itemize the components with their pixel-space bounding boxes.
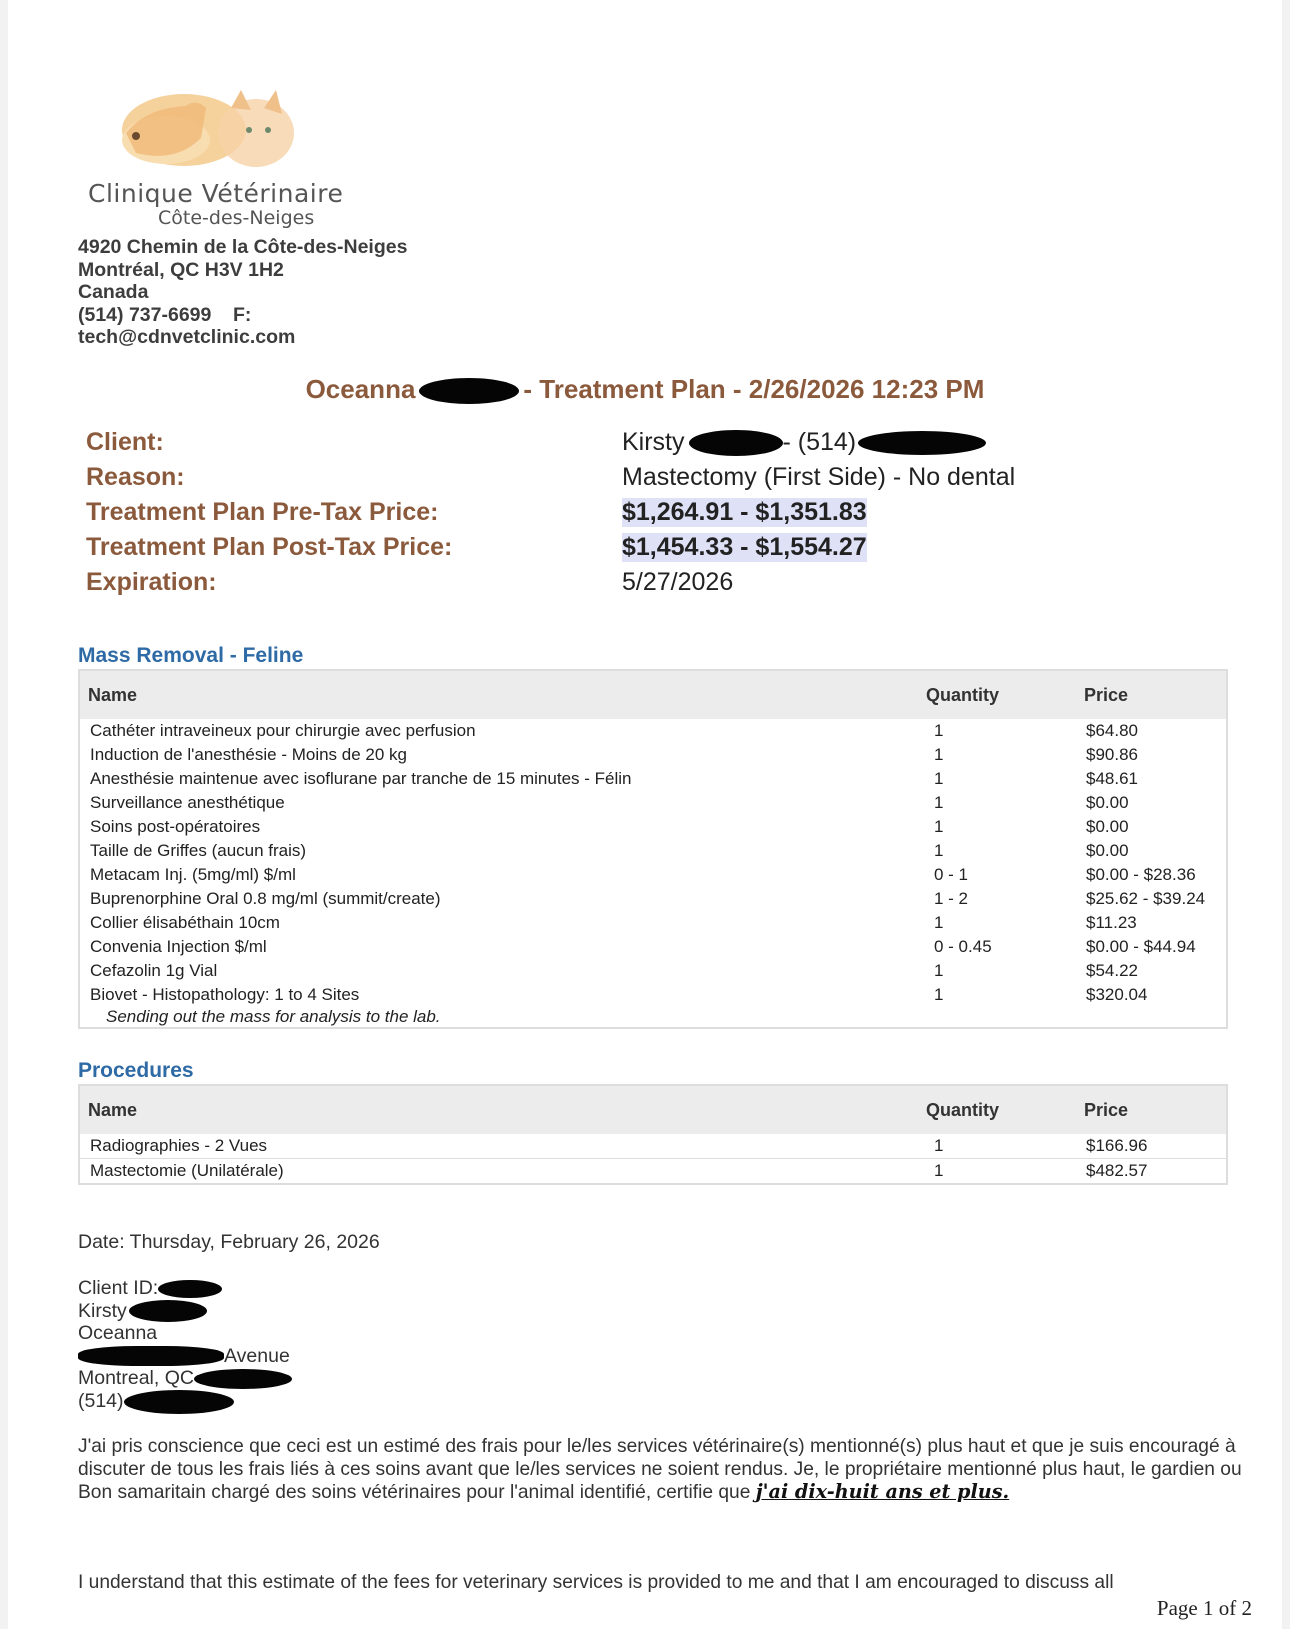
item-name: Collier élisabéthain 10cm	[90, 913, 280, 932]
item-name: Radiographies - 2 Vues	[79, 1134, 918, 1159]
client-id	[78, 1277, 292, 1300]
item-price: $320.04	[1086, 985, 1148, 1004]
item-name: Convenia Injection $/ml	[90, 937, 267, 956]
item-name: Buprenorphine Oral 0.8 mg/ml (summit/create)	[90, 889, 441, 908]
item-price: $11.23	[1086, 913, 1137, 932]
clinic-address	[78, 236, 407, 349]
redaction-mark	[78, 1346, 224, 1366]
info-value	[622, 428, 986, 457]
item-name: Taille de Griffes (aucun frais)	[90, 841, 307, 860]
consent-text-fr	[78, 1436, 1258, 1505]
client-street	[78, 1345, 292, 1368]
item-quantity: 1	[934, 721, 944, 740]
address-line: Canada	[78, 281, 149, 304]
address-line: Montréal, QC H3V 1H2	[78, 258, 284, 281]
item-price: $48.61	[1086, 769, 1138, 788]
redaction-mark	[124, 1390, 234, 1414]
item-name: Anesthésie maintenue avec isoflurane par tranche de 15 minutes - Félin	[90, 769, 632, 788]
table-row	[79, 839, 1227, 863]
document-page	[8, 0, 1282, 1629]
item-price: $54.22	[1086, 961, 1138, 980]
table-row	[79, 719, 1227, 743]
mass-removal-rows	[79, 719, 1227, 1028]
redaction-mark	[858, 431, 986, 455]
client-patient: Oceanna	[78, 1322, 158, 1344]
client-city	[78, 1367, 292, 1390]
procedures-table	[78, 1084, 1228, 1185]
estimate-date: Date: Thursday, February 26, 2026	[78, 1231, 380, 1253]
document-title	[8, 374, 1282, 405]
table-row	[79, 887, 1227, 911]
item-price: $25.62 - $39.24	[1086, 889, 1206, 908]
item-price: $64.80	[1086, 721, 1138, 740]
redaction-mark	[419, 378, 519, 404]
item-price: $0.00 - $28.36	[1086, 865, 1196, 884]
table-row	[79, 911, 1227, 935]
info-label: Client:	[86, 428, 164, 456]
item-price: $0.00	[1086, 817, 1129, 836]
item-name: Surveillance anesthétique	[90, 793, 285, 812]
info-value: $1,264.91 - $1,351.83	[622, 498, 867, 526]
client-city-text: Montreal, QC	[78, 1367, 194, 1389]
table-row	[79, 791, 1227, 815]
clinic-logo	[86, 78, 344, 238]
info-label: Expiration:	[86, 568, 217, 596]
item-price: $166.96	[1076, 1134, 1227, 1159]
client-phone-prefix: - (514)	[782, 428, 857, 456]
table-row	[79, 767, 1227, 791]
column-header-price: Price	[1076, 670, 1227, 719]
client-name	[78, 1300, 292, 1323]
table-row	[79, 959, 1227, 983]
item-quantity: 1	[934, 961, 944, 980]
info-row-pretax	[86, 498, 1186, 533]
item-note: Sending out the mass for analysis to the lab.	[106, 1007, 441, 1026]
clinic-subname: Côte-des-Neiges	[158, 207, 315, 229]
column-header-quantity: Quantity	[918, 1085, 1076, 1134]
table-header-row	[79, 1085, 1227, 1134]
column-header-quantity: Quantity	[918, 670, 1076, 719]
info-value: 5/27/2026	[622, 568, 734, 596]
info-row-client	[86, 428, 1186, 463]
client-name-text: Kirsty	[78, 1299, 127, 1322]
consent-text-fr-body: J'ai pris conscience que ceci est un estimé des frais pour le/les services vétérinaire(s) mentionné(s) plus haut et que je suis encouragé à discuter de tous les frais liés à ces soins avant que le/les services ne soient rendus. Je, le propriétaire mentionné plus haut, le gardien ou Bon samaritain chargé des soins vétérinaires pour l'animal identifié, certifie que	[78, 1436, 1242, 1503]
mass-removal-table	[78, 669, 1228, 1029]
item-quantity: 1	[934, 817, 944, 836]
item-name: Cathéter intraveineux pour chirurgie avec perfusion	[90, 721, 476, 740]
item-name: Biovet - Histopathology: 1 to 4 Sites	[90, 985, 360, 1004]
item-price: $482.57	[1076, 1159, 1227, 1185]
table-note-row	[79, 1007, 1227, 1028]
item-quantity: 1 - 2	[934, 889, 969, 908]
redaction-mark	[194, 1369, 292, 1389]
client-first-name: Kirsty	[622, 428, 685, 456]
table-row	[79, 935, 1227, 959]
info-value: Mastectomy (First Side) - No dental	[622, 463, 1016, 491]
info-label: Treatment Plan Post-Tax Price:	[86, 533, 453, 561]
item-name: Mastectomie (Unilatérale)	[79, 1159, 918, 1185]
item-name: Induction de l'anesthésie - Moins de 20 kg	[90, 745, 407, 764]
address-phone: (514) 737-6699 F:	[78, 303, 252, 326]
column-header-name: Name	[79, 1085, 918, 1134]
item-name: Soins post-opératoires	[90, 817, 261, 836]
client-phone	[78, 1390, 292, 1413]
table-row	[79, 983, 1227, 1007]
item-name: Metacam Inj. (5mg/ml) $/ml	[90, 865, 296, 884]
table-header-row	[79, 670, 1227, 719]
item-price: $0.00	[1086, 793, 1129, 812]
address-email: tech@cdnvetclinic.com	[78, 326, 296, 349]
client-street-text: Avenue	[224, 1344, 290, 1367]
address-line: 4920 Chemin de la Côte-des-Neiges	[78, 236, 408, 258]
page-number: Page 1 of 2	[1156, 1596, 1252, 1620]
item-quantity: 1	[934, 913, 944, 932]
item-quantity: 0 - 1	[934, 865, 969, 884]
item-quantity: 1	[934, 793, 944, 812]
item-price: $0.00 - $44.94	[1086, 937, 1196, 956]
clinic-name: Clinique Vétérinaire	[88, 179, 344, 208]
client-address-block	[78, 1277, 292, 1412]
item-price: $0.00	[1086, 841, 1129, 860]
column-header-name: Name	[79, 670, 918, 719]
item-quantity: 0 - 0.45	[934, 937, 992, 956]
table-row	[79, 1134, 1227, 1159]
procedures-rows	[79, 1134, 1227, 1184]
client-id-label: Client ID:	[78, 1277, 159, 1299]
table-row	[79, 743, 1227, 767]
item-quantity: 1	[918, 1159, 1076, 1185]
column-header-price: Price	[1076, 1085, 1227, 1134]
title-rest: - Treatment Plan - 2/26/2026 12:23 PM	[523, 374, 985, 404]
redaction-mark	[689, 430, 783, 456]
table-row	[79, 863, 1227, 887]
item-quantity: 1	[934, 841, 944, 860]
section-title-mass-removal: Mass Removal - Feline	[78, 644, 304, 667]
consent-age-emphasis: j'ai dix-huit ans et plus.	[755, 1480, 1010, 1503]
info-row-posttax	[86, 533, 1186, 568]
item-price: $90.86	[1086, 745, 1138, 764]
table-row	[79, 815, 1227, 839]
info-value: $1,454.33 - $1,554.27	[622, 533, 867, 561]
redaction-mark	[158, 1280, 222, 1298]
item-quantity: 1	[934, 985, 944, 1004]
info-label: Treatment Plan Pre-Tax Price:	[86, 498, 439, 526]
item-quantity: 1	[934, 745, 944, 764]
item-quantity: 1	[934, 769, 944, 788]
info-row-reason	[86, 463, 1186, 498]
table-row	[79, 1159, 1227, 1185]
info-label: Reason:	[86, 463, 185, 491]
dog-cat-logo-icon	[106, 78, 306, 178]
patient-name: Oceanna	[305, 374, 416, 404]
item-name: Cefazolin 1g Vial	[90, 961, 218, 980]
redaction-mark	[129, 1300, 207, 1322]
plan-summary	[86, 428, 1186, 603]
info-row-expiration	[86, 568, 1186, 603]
consent-text-en: I understand that this estimate of the fees for veterinary services is provided to me and that I am encouraged to discuss all	[78, 1572, 1114, 1593]
section-title-procedures: Procedures	[78, 1059, 194, 1082]
item-quantity: 1	[918, 1134, 1076, 1159]
client-phone-text: (514)	[78, 1389, 124, 1412]
